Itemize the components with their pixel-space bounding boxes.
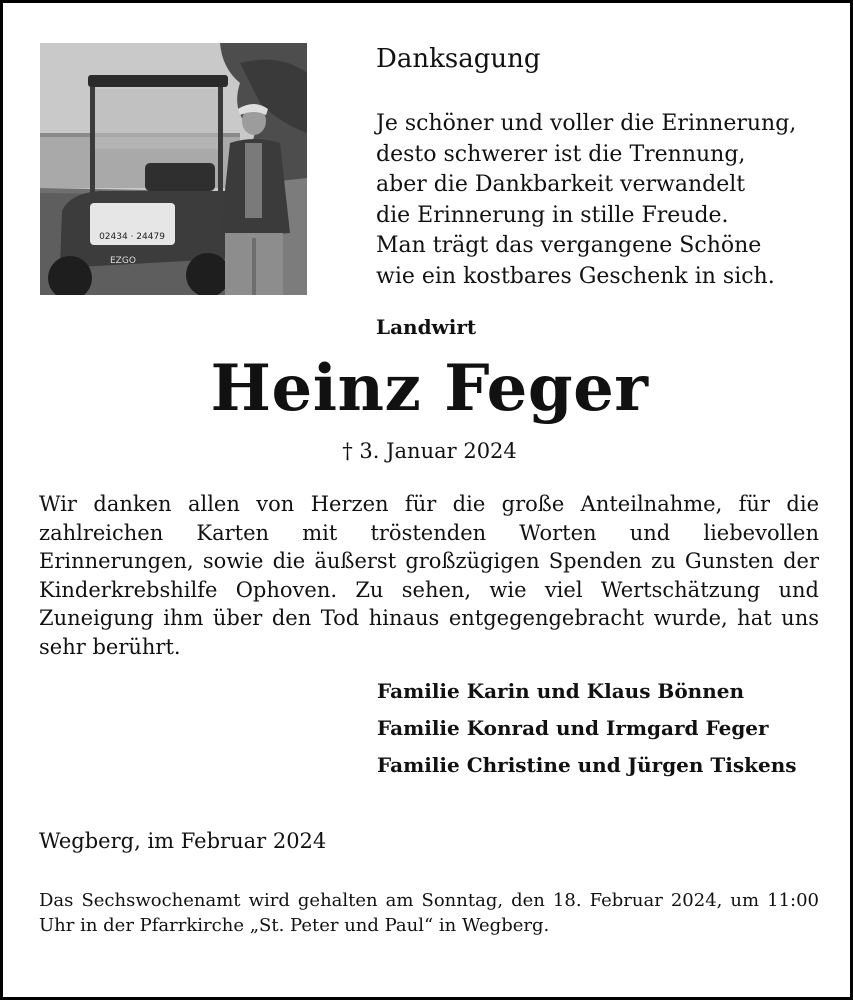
family-name: Familie Karin und Klaus Bönnen: [377, 679, 745, 703]
family-name: Familie Konrad und Irmgard Feger: [377, 716, 769, 740]
thanks-paragraph: Wir danken allen von Herzen für die große Anteilnahme, für die zahlreichen Karten mit tröstenden Worten und liebevollen Erinnerungen, sowie die äußerst großzügigen Spenden zu Gunsten der Kinderkrebshilfe Ophoven. Zu sehen, wie viel Wertschätzung und Zuneigung ihm über den Tod hinaus entgegengebracht wurde, hat uns sehr berührt.: [39, 492, 819, 659]
poem-line: aber die Dankbarkeit verwandelt: [376, 172, 746, 197]
occupation-label: Landwirt: [376, 315, 477, 339]
memorial-photo: [40, 43, 307, 295]
death-date: † 3. Januar 2024: [342, 439, 517, 463]
family-name: Familie Christine und Jürgen Tiskens: [377, 753, 797, 777]
poem: [376, 109, 796, 292]
poem-line: wie ein kostbares Geschenk in sich.: [376, 263, 775, 289]
poem-line: Je schöner und voller die Erinnerung,: [376, 111, 797, 136]
poem-line: Man trägt das vergangene Schöne: [376, 233, 762, 258]
poem-line: die Erinnerung in stille Freude.: [376, 202, 729, 228]
mass-notice: Das Sechswochenamt wird gehalten am Sonntag, den 18. Februar 2024, um 11:00 Uhr in der Pfarrkirche „St. Peter und Paul“ in Wegberg.: [39, 890, 819, 936]
family-signatures: [377, 673, 797, 784]
place-date: Wegberg, im Februar 2024: [39, 829, 327, 853]
heading-title: Danksagung: [376, 44, 541, 74]
cart-brand-text: EZGO: [110, 256, 136, 266]
cart-sign-text: 02434 · 24479: [99, 232, 165, 242]
deceased-name: Heinz Feger: [210, 351, 649, 426]
poem-line: desto schwerer ist die Trennung,: [376, 141, 746, 167]
